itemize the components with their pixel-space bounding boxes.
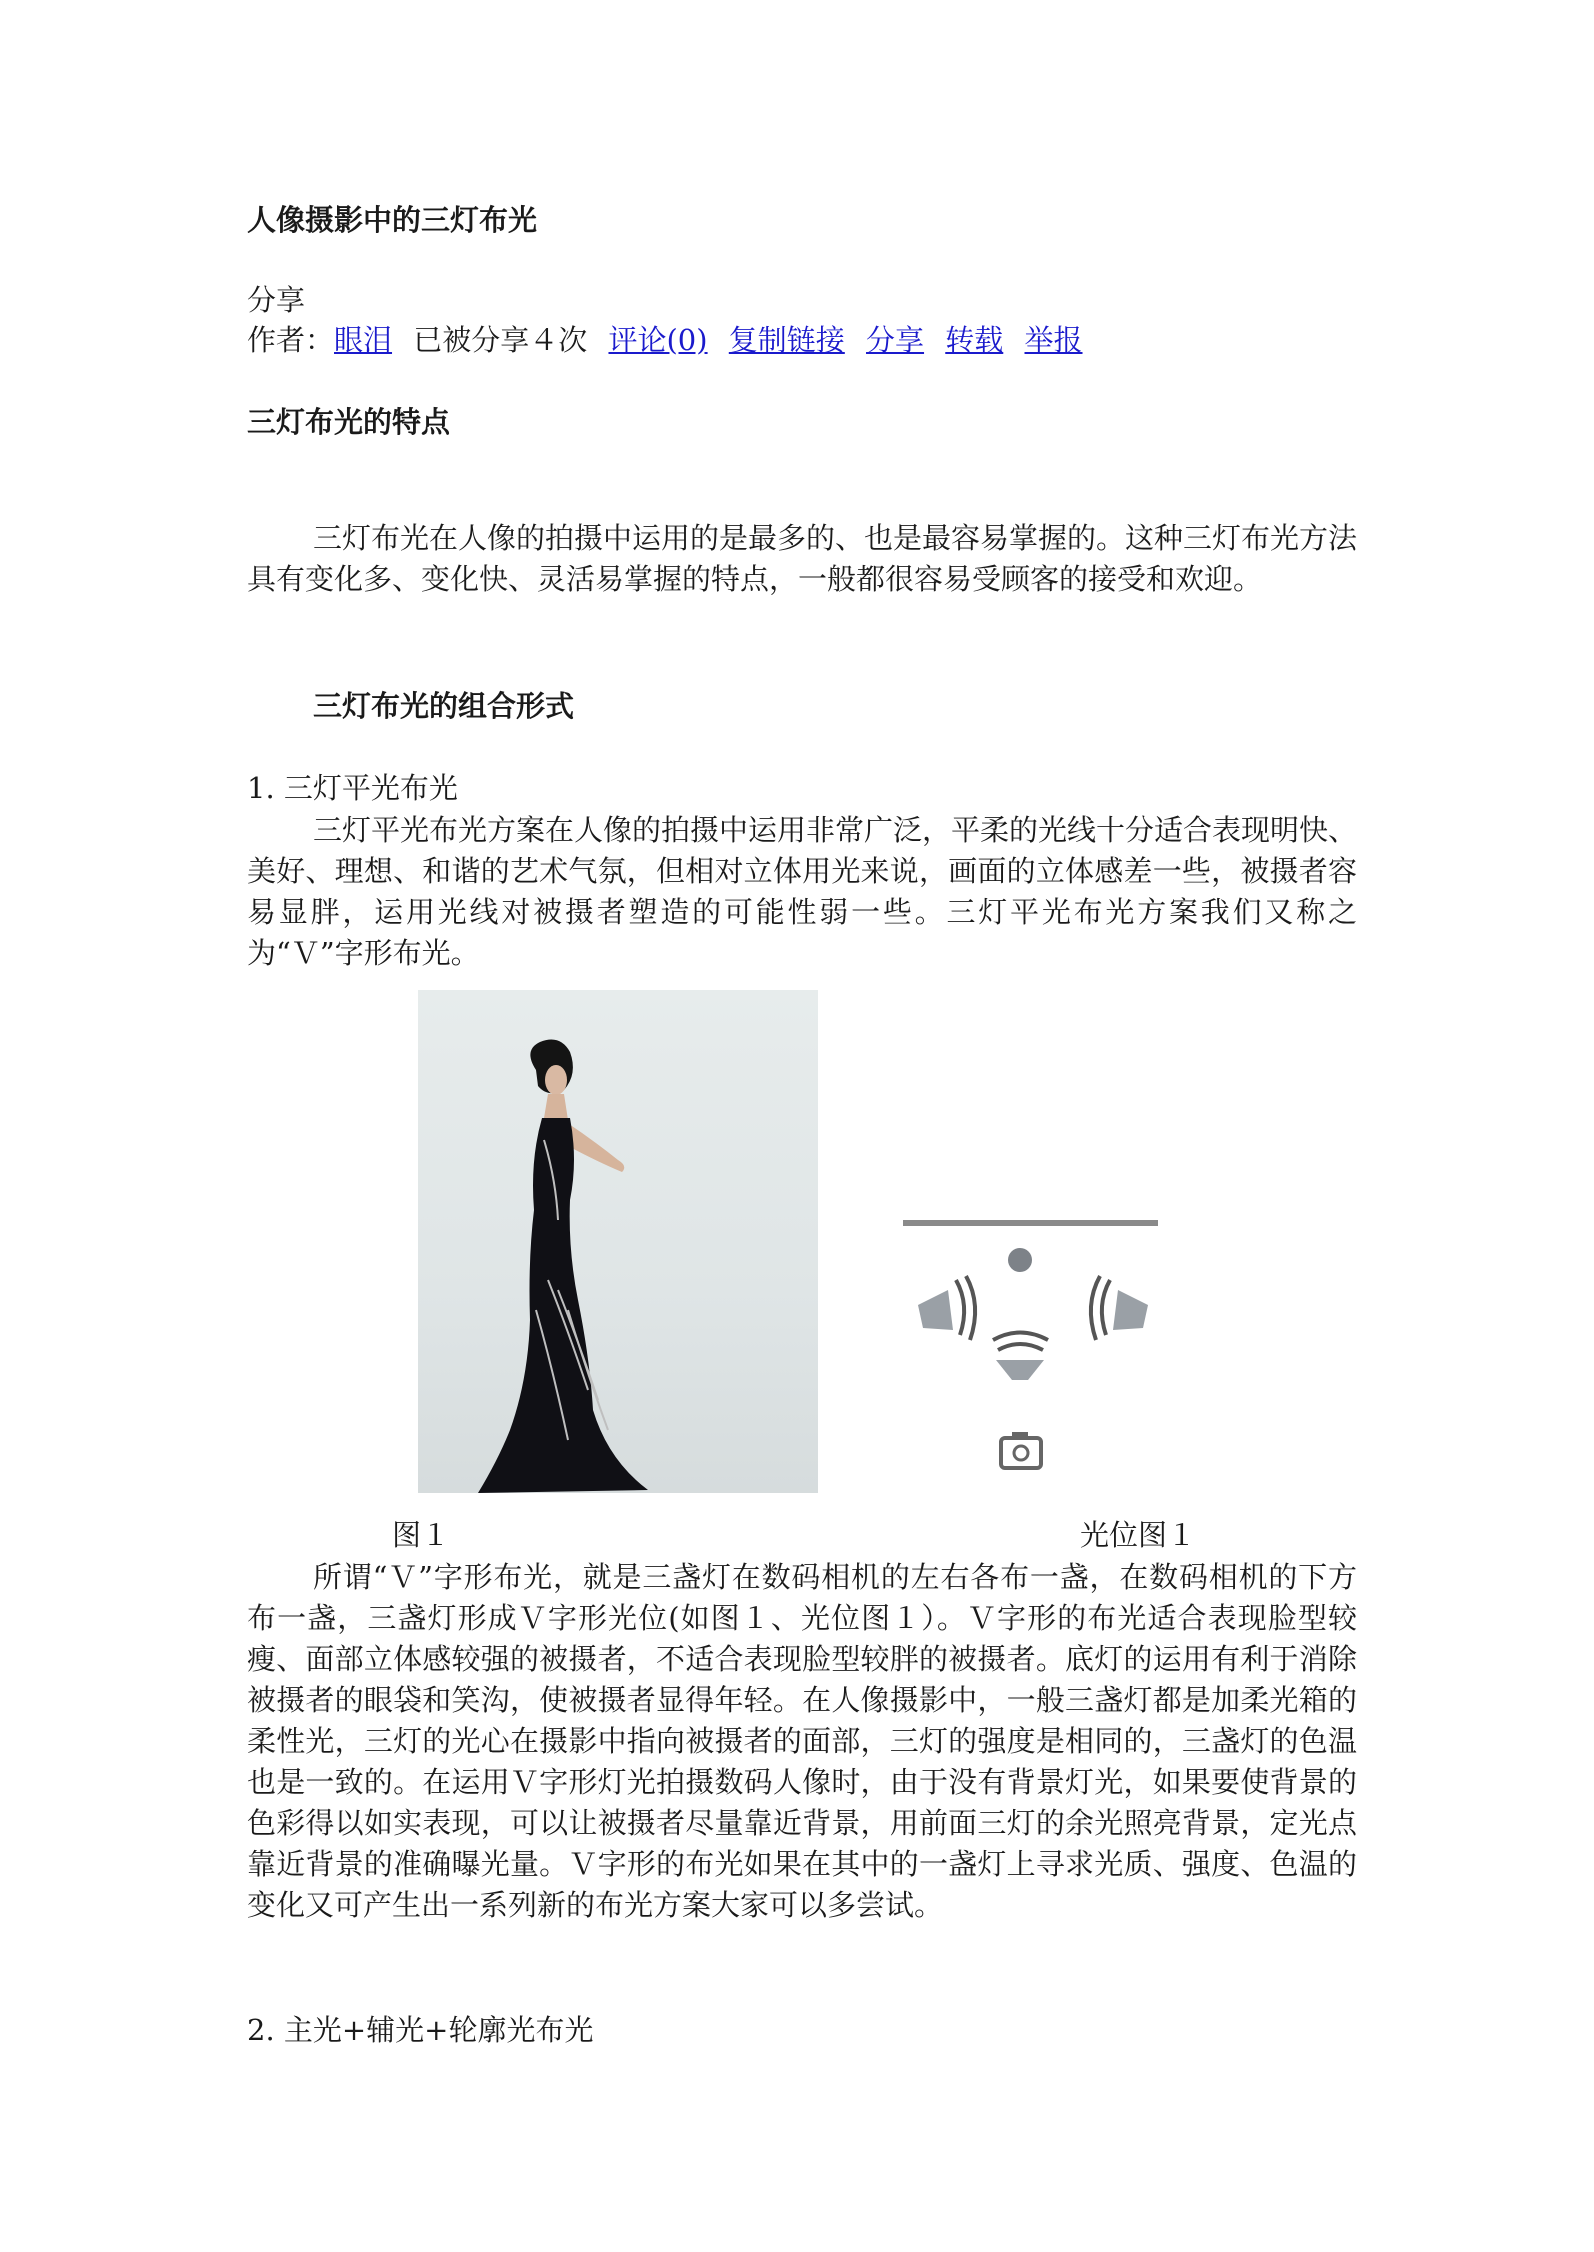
author-prefix: 作者： [247,323,335,357]
bottom-light-icon [993,1333,1048,1381]
share-link[interactable]: 分享 [866,323,925,357]
left-light-icon [918,1276,975,1340]
repost-link[interactable]: 转载 [945,323,1004,357]
report-link[interactable]: 举报 [1024,323,1083,357]
page-title: 人像摄影中的三灯布光 [247,203,538,237]
comment-link[interactable]: 评论(0) [608,323,708,357]
subject-icon [1008,1248,1032,1272]
figure-caption-right: 光位图１ [1080,1518,1197,1552]
backdrop-bar [903,1220,1158,1226]
features-paragraph: 三灯布光在人像的拍摄中运用的是最多的、也是最容易掌握的。这种三灯布光方法具有变化多、变化快、灵活易掌握的特点，一般都很容易受顾客的接受和欢迎。 [247,521,1358,596]
shared-count: 已被分享４次 [413,323,588,357]
meta-line [247,320,1095,360]
item2-heading: 2. 主光+辅光+轮廓光布光 [247,2013,594,2047]
right-light-icon [1091,1276,1148,1340]
item1-paragraph-2: 所谓“Ｖ”字形布光，就是三盏灯在数码相机的左右各布一盏，在数码相机的下方布一盏，三盏灯形成Ｖ字形光位(如图１、光位图１）。Ｖ字形的布光适合表现脸型较瘦、面部立体感较强的被摄者，不适合表现脸型较胖的被摄者。底灯的运用有利于消除被摄者的眼袋和笑沟，使被摄者显得年轻。在人像摄影中，一般三盏灯都是加柔光箱的柔性光，三灯的光心在摄影中指向被摄者的面部，三灯的强度是相同的，三盏灯的色温也是一致的。在运用Ｖ字形灯光拍摄数码人像时，由于没有背景灯光，如果要使背景的色彩得以如实表现，可以让被摄者尽量靠近背景，用前面三灯的余光照亮背景，定光点靠近背景的准确曝光量。Ｖ字形的布光如果在其中的一盏灯上寻求光质、强度、色温的变化又可产生出一系列新的布光方案大家可以多尝试。 [247,1560,1357,1922]
item1-paragraph: 三灯平光布光方案在人像的拍摄中运用非常广泛，平柔的光线十分适合表现明快、美好、理想、和谐的艺术气氛，但相对立体用光来说，画面的立体感差一些，被摄者容易显胖，运用光线对被摄者塑造的可能性弱一些。三灯平光布光方案我们又称之为“Ｖ”字形布光。 [247,813,1358,970]
item1-heading: 1. 三灯平光布光 [247,771,458,805]
light-position-diagram [898,1210,1168,1500]
light-diagram-svg [898,1210,1168,1500]
model-figure [418,990,818,1493]
section-heading-features: 三灯布光的特点 [247,405,451,439]
copy-link-link[interactable]: 复制链接 [728,323,845,357]
section-heading-combinations: 三灯布光的组合形式 [313,689,575,723]
model-photo [418,990,818,1493]
figure-caption-left: 图１ [392,1518,451,1552]
share-label: 分享 [247,283,306,317]
camera-icon [1001,1432,1041,1468]
author-link[interactable]: 眼泪 [334,323,393,357]
